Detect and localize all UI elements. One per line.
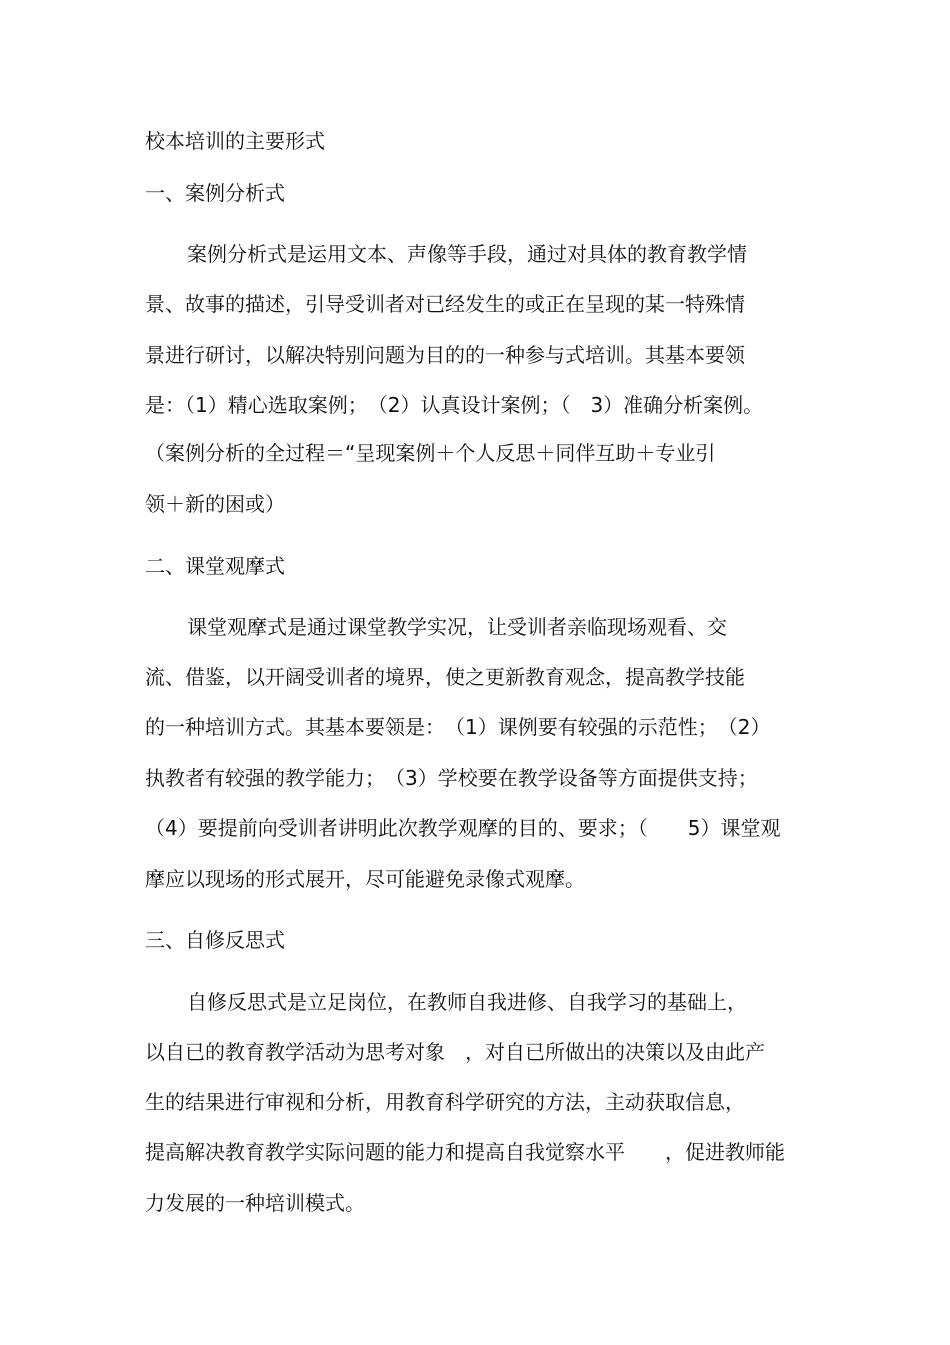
paragraph-line: 流、借鉴，以开阔受训者的境界，使之更新教育观念，提高教学技能 <box>145 665 745 689</box>
section-heading-self-reflection: 三、自修反思式 <box>145 928 285 952</box>
paragraph-line: 案例分析式是运用文本、声像等手段，通过对具体的教育教学情 <box>187 242 747 266</box>
paragraph-line: 是：（1）精心选取案例； （2）认真设计案例；（ 3）准确分析案例。 <box>145 393 764 417</box>
paragraph-line: 以自已的教育教学活动为思考对象 ，对自已所做出的决策以及由此产 <box>145 1040 765 1064</box>
paragraph-line: 提高解决教育教学实际问题的能力和提高自我觉察水平 ，促进教师能 <box>145 1140 785 1164</box>
paragraph-line: （4）要提前向受训者讲明此次教学观摩的目的、要求；（ 5）课堂观 <box>145 816 781 840</box>
paragraph-line: （案例分析的全过程＝“呈现案例＋个人反思＋同伴互助＋专业引 <box>145 441 716 465</box>
paragraph-line: 景进行研讨，以解决特别问题为目的的一种参与式培训。其基本要领 <box>145 343 745 367</box>
paragraph-line: 领＋新的困或） <box>145 492 285 516</box>
paragraph-line: 执教者有较强的教学能力； （3）学校要在教学设备等方面提供支持； <box>145 766 758 790</box>
paragraph-line: 课堂观摩式是通过课堂教学实况，让受训者亲临现场观看、交 <box>187 615 727 639</box>
section-heading-case-analysis: 一、案例分析式 <box>145 181 285 205</box>
paragraph-line: 摩应以现场的形式展开，尽可能避免录像式观摩。 <box>145 867 585 891</box>
paragraph-line: 景、故事的描述，引导受训者对已经发生的或正在呈现的某一特殊情 <box>145 292 745 316</box>
document-title: 校本培训的主要形式 <box>145 129 325 153</box>
paragraph-line: 自修反思式是立足岗位，在教师自我进修、自我学习的基础上， <box>187 990 747 1014</box>
paragraph-line: 力发展的一种培训模式。 <box>145 1191 365 1215</box>
paragraph-line: 生的结果进行审视和分析，用教育科学研究的方法，主动获取信息， <box>145 1090 745 1114</box>
paragraph-line: 的一种培训方式。其基本要领是： （1）课例要有较强的示范性； （2） <box>145 715 771 739</box>
section-heading-classroom-observation: 二、课堂观摩式 <box>145 554 285 578</box>
